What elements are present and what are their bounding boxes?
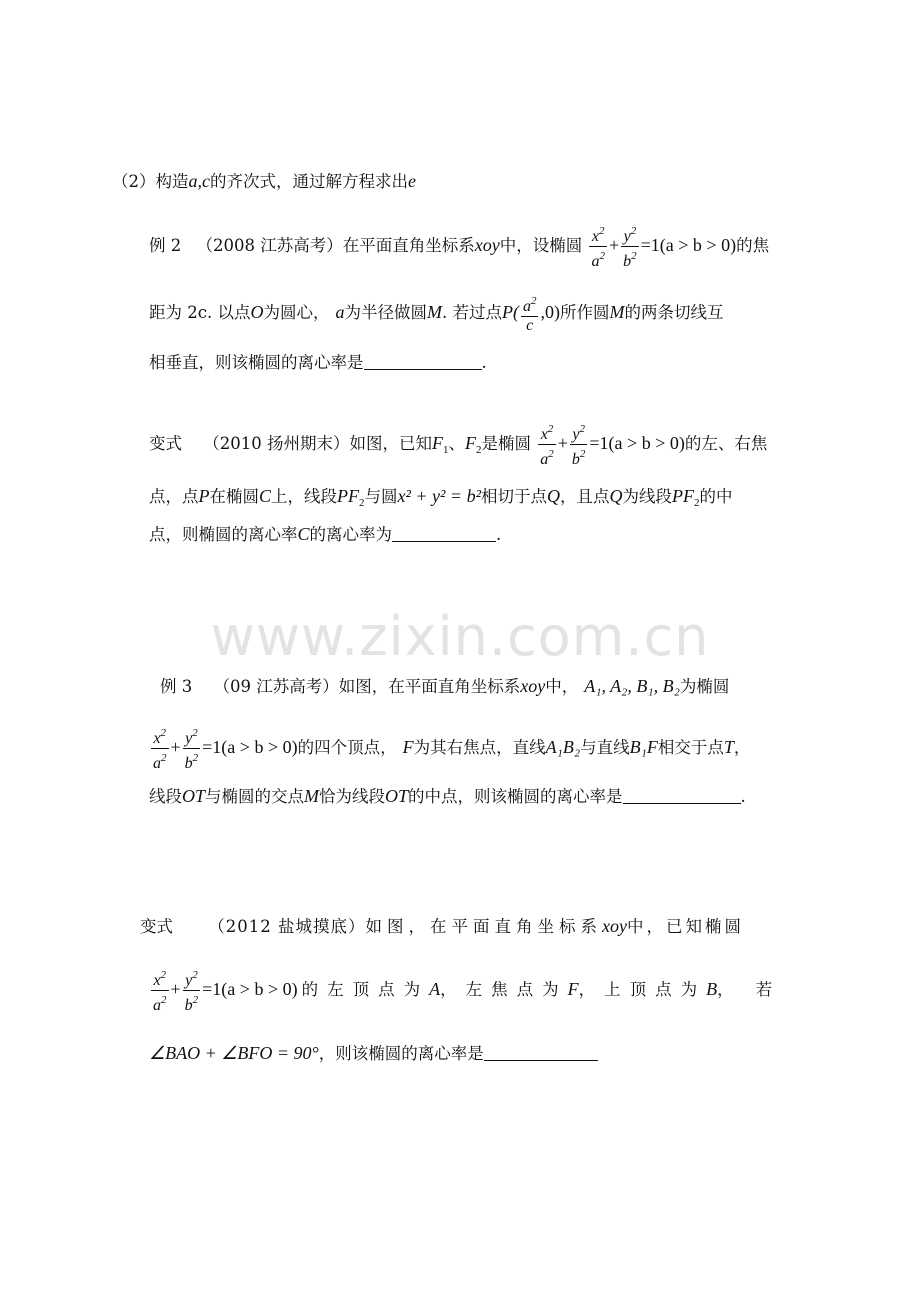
fraction-y2-b2: $\frac{y^2}{b^2}$ xyxy=(621,222,639,271)
example3-label: 例 3 xyxy=(160,677,193,696)
ellipse-condition: =1(a > b > 0) xyxy=(202,979,298,999)
example3-source: （09 江苏高考） xyxy=(213,677,339,696)
fraction-x2-a2: $\frac{x^2}{a^2}$ xyxy=(151,724,169,773)
variant2-line2: $\frac{x^2}{a^2}$ + $\frac{y^2}{b^2}$ =1(a > b > 0) 的左顶点为A，左焦点为F，上顶点为B，若 xyxy=(149,966,794,1012)
answer-blank[interactable] xyxy=(484,1059,598,1061)
variant2-label: 变式 xyxy=(140,917,173,936)
variant2-source: （2012 盐城摸底） xyxy=(208,917,366,936)
variant1-source: （2010 扬州期末） xyxy=(203,434,350,453)
fraction-x2-a2: $\frac{x^2}{a^2}$ xyxy=(151,966,169,1015)
fraction-y2-b2: $\frac{y^2}{b^2}$ xyxy=(570,420,588,469)
fraction-a2-c: $\frac{a^2}{c}$ xyxy=(521,292,539,335)
example2-source: （2008 江苏高考） xyxy=(196,236,343,255)
variant1-label: 变式 xyxy=(149,434,182,453)
example3-line3: 线段OT与椭圆的交点M恰为线段OT的中点，则该椭圆的离心率是 . xyxy=(149,786,746,806)
example2-line3: 相垂直，则该椭圆的离心率是 . xyxy=(149,353,487,372)
ellipse-vertices: A₁, A₂, B₁, B₂ xyxy=(584,676,680,696)
example3-line2: $\frac{x^2}{a^2}$ + $\frac{y^2}{b^2}$ =1(a > b > 0)的四个顶点， F为其右焦点，直线A₁B₂与直线B₁F相交于点T， xyxy=(149,724,750,770)
variant1-line1: 变式 （2010 扬州期末）如图，已知$F_1$、$F_2$是椭圆 $\frac{x^2}{a^2}$ + $\frac{y^2}{b^2}$ =1(a > b > 0)的左、右焦 xyxy=(149,420,767,466)
example2-label: 例 2 xyxy=(149,236,182,255)
section-heading: （2）构造a,c的齐次式，通过解方程求出e xyxy=(112,171,416,191)
answer-blank[interactable] xyxy=(392,540,496,542)
ellipse-condition: =1(a > b > 0) xyxy=(640,235,737,255)
answer-blank[interactable] xyxy=(623,802,741,804)
watermark: www.zixin.com.cn xyxy=(210,605,710,668)
variant2-line1: 变式 （2012 盐城摸底）如图，在平面直角坐标系xoy中，已知椭圆 xyxy=(140,916,744,936)
variant2-line3: ∠BAO + ∠BFO = 90°，则该椭圆的离心率是 xyxy=(149,1044,598,1063)
example2-line2: 距为 2c. 以点O为圆心， a为半径做圆M. 若过点P( $\frac{a^2}{c}$ ,0)所作圆M的两条切线互 xyxy=(149,292,723,335)
ellipse-condition: =1(a > b > 0) xyxy=(202,737,298,757)
var-e: e xyxy=(408,171,416,191)
fraction-y2-b2: $\frac{y^2}{b^2}$ xyxy=(183,724,201,773)
var-ac: a,c xyxy=(188,171,210,191)
example3-line1: 例 3 （09 江苏高考）如图，在平面直角坐标系xoy中， A₁, A₂, B₁, B₂为椭圆 xyxy=(160,676,730,696)
ellipse-condition: =1(a > b > 0) xyxy=(589,433,685,453)
variant1-line3: 点，则椭圆的离心率C的离心率为 . xyxy=(149,524,502,544)
fraction-y2-b2: $\frac{y^2}{b^2}$ xyxy=(183,966,201,1015)
fraction-x2-a2: $\frac{x^2}{a^2}$ xyxy=(538,420,556,469)
variant1-line2: 点，点P在椭圆C上，线段$PF_2$与圆x² + y² = b²相切于点Q，且点Q为线段$PF_2$的中 xyxy=(149,486,733,509)
example2-line1: 例 2 （2008 江苏高考）在平面直角坐标系xoy中，设椭圆 $\frac{x^2}{a^2}$ + $\frac{y^2}{b^2}$ =1(a > b > 0)的焦 xyxy=(149,222,769,268)
angle-equation: ∠BAO + ∠BFO = 90° xyxy=(149,1043,319,1063)
answer-blank[interactable] xyxy=(364,368,482,370)
fraction-x2-a2: $\frac{x^2}{a^2}$ xyxy=(589,222,607,271)
circle-equation: x² + y² = b² xyxy=(397,486,481,506)
